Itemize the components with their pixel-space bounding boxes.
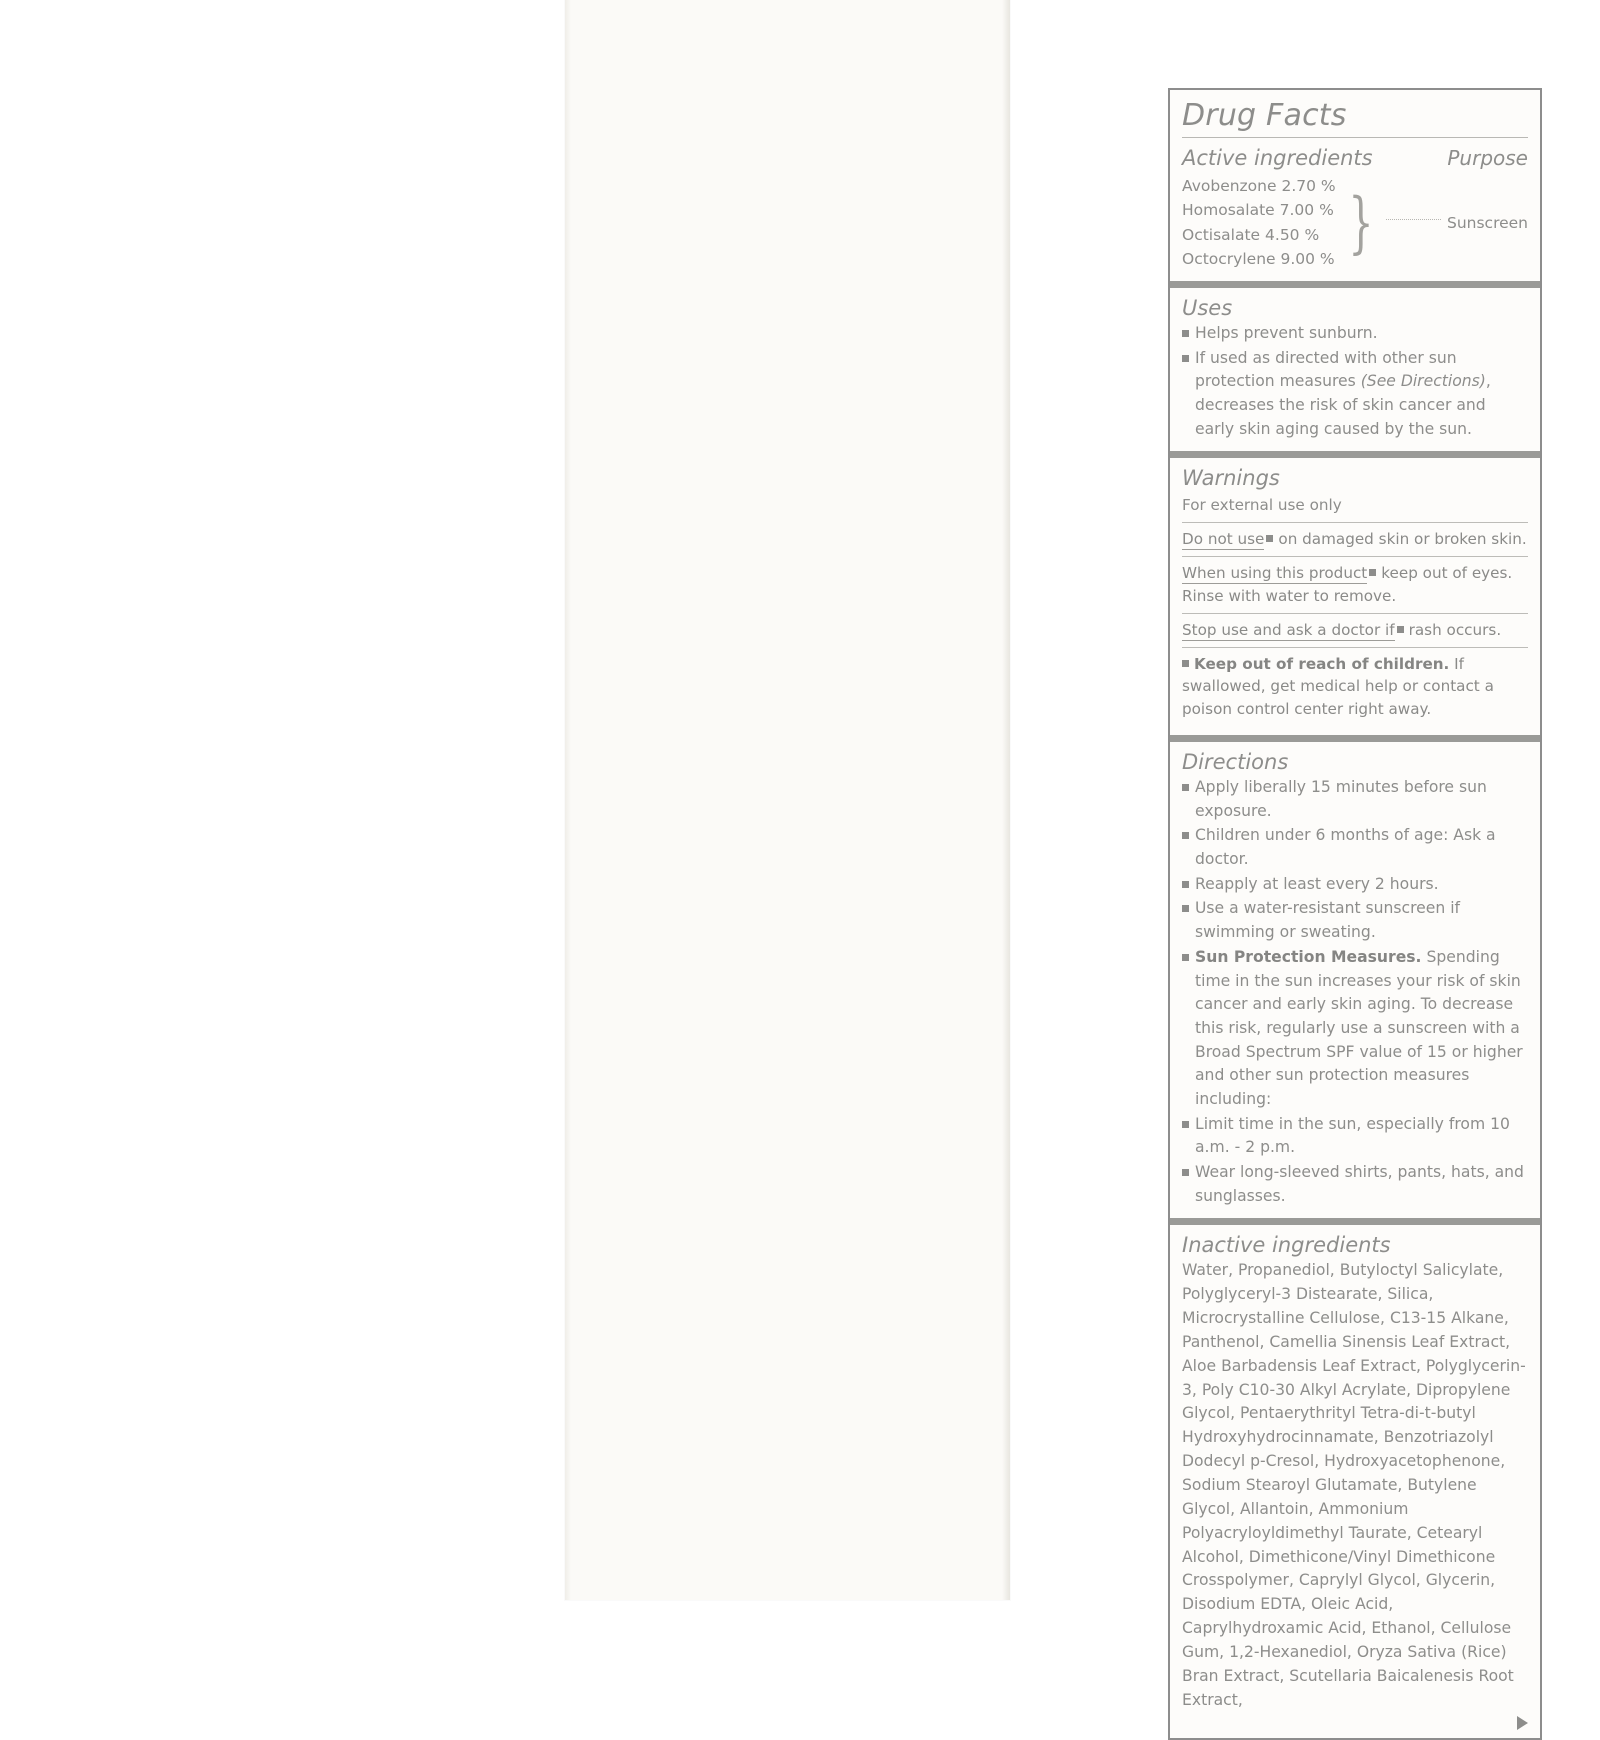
directions-item	[1182, 824, 1528, 871]
warning-keep-out-of-reach	[1182, 647, 1528, 726]
square-bullet-icon	[1397, 626, 1404, 633]
warning-external-use: For external use only	[1182, 496, 1342, 515]
spm-body: Spending time in the sun increases your risk of skin cancer and early skin aging. To decrease this risk, regularly use a sunscreen with a Broad Spectrum SPF value of 15 or higher and other sun protection measures including:	[1195, 947, 1523, 1108]
uses-band	[1170, 281, 1540, 288]
active-ingredients-body	[1182, 174, 1528, 272]
drug-facts-title: Drug Facts	[1182, 98, 1347, 133]
active-ingredients-heading: Active ingredients	[1182, 146, 1373, 170]
directions-heading: Directions	[1182, 750, 1289, 775]
square-bullet-icon	[1182, 1169, 1189, 1176]
brace-glyph: }	[1348, 183, 1374, 261]
directions-sub-item	[1182, 1113, 1528, 1160]
active-ingredient-item: Octisalate 4.50 %	[1182, 225, 1320, 244]
active-ingredients-header-row	[1182, 144, 1528, 172]
directions-item	[1182, 897, 1528, 944]
square-bullet-icon	[1369, 569, 1376, 576]
uses-item	[1182, 347, 1528, 442]
uses-heading: Uses	[1182, 295, 1233, 320]
directions-band	[1170, 735, 1540, 742]
directions-sub-item	[1182, 1161, 1528, 1208]
warnings-section	[1170, 458, 1540, 735]
inactive-band	[1170, 1218, 1540, 1225]
directions-item	[1182, 873, 1528, 897]
product-carton	[565, 0, 1528, 1709]
warning-when-using-text: keep out of eyes. Rinse with water to remove.	[1182, 564, 1513, 606]
directions-item	[1182, 776, 1528, 823]
warning-do-not-use-label: Do not use	[1182, 530, 1265, 549]
warning-stop-use-text: rash occurs.	[1408, 620, 1502, 639]
warning-keep-out-label: Keep out of reach of children.	[1194, 654, 1450, 673]
directions-sun-protection-measures	[1182, 946, 1528, 1112]
warnings-band	[1170, 451, 1540, 458]
spm-text-wrap	[1195, 946, 1528, 1112]
directions-section	[1170, 742, 1540, 1218]
uses-item	[1182, 322, 1528, 346]
inactive-ingredients-text: Water, Propanediol, Butyloctyl Salicylate, Polyglyceryl-3 Distearate, Silica, Microcrystalline Cellulose, C13-15 Alkane, Panthenol, Camellia Sinensis Leaf Extract, Aloe Barbadensis Leaf Extract, Polyglycerin-3, Poly C10-30 Alkyl Acrylate, Dipropylene Glycol, Pentaerythrityl Tetra-di-t-butyl Hydroxyhydrocinnamate, Benzotriazolyl Dodecyl p-Cresol, Hydroxyacetophenone, Sodium Stearoyl Glutamate, Butylene Glycol, Allantoin, Ammonium Polyacryloyldimethyl Taurate, Cetearyl Alcohol, Dimethicone/Vinyl Dimethicone Crosspolymer, Caprylyl Glycol, Glycerin, Disodium EDTA, Oleic Acid, Caprylhydroxamic Acid, Ethanol, Cellulose Gum, 1,2-Hexanediol, Oryza Sativa (Rice) Bran Extract, Scutellaria Baicalenesis Root Extract,	[1182, 1261, 1526, 1709]
uses-section	[1170, 288, 1540, 451]
warning-stop-use-label: Stop use and ask a doctor if	[1182, 620, 1395, 639]
square-bullet-icon	[1182, 881, 1189, 888]
square-bullet-icon	[1182, 330, 1189, 337]
warning-stop-use	[1182, 613, 1528, 647]
purpose-value: Sunscreen	[1446, 213, 1528, 232]
uses-item-text: Helps prevent sunburn.	[1195, 323, 1378, 342]
warning-do-not-use	[1182, 522, 1528, 556]
active-ingredient-item: Avobenzone 2.70 %	[1182, 177, 1336, 195]
directions-sub-item-text: Wear long-sleeved shirts, pants, hats, and sunglasses.	[1195, 1163, 1524, 1205]
square-bullet-icon	[1182, 660, 1189, 667]
spm-label: Sun Protection Measures.	[1195, 947, 1422, 966]
warning-when-using-label: When using this product	[1182, 564, 1368, 583]
square-bullet-icon	[1182, 1121, 1189, 1128]
warning-when-using	[1182, 556, 1528, 613]
purpose-heading: Purpose	[1447, 146, 1528, 170]
directions-sub-item-text: Limit time in the sun, especially from 10 a.m. - 2 p.m.	[1195, 1114, 1510, 1157]
uses-item-text: If used as directed with other sun protection measures (See Directions), decreases the risk of skin cancer and early skin aging caused by the sun.	[1195, 348, 1491, 438]
square-bullet-icon	[1182, 905, 1189, 912]
warning-keep-out-text: If swallowed, get medical help or contact a poison control center right away.	[1182, 654, 1494, 719]
square-bullet-icon	[1182, 784, 1189, 791]
directions-item-text: Use a water-resistant sunscreen if swimming or sweating.	[1195, 899, 1461, 942]
inactive-ingredients-heading: Inactive ingredients	[1182, 1233, 1391, 1258]
uses-list	[1182, 322, 1528, 441]
inactive-ingredients-section	[1170, 1225, 1540, 1738]
active-ingredients-section	[1170, 138, 1540, 281]
square-bullet-icon	[1182, 355, 1189, 362]
directions-list	[1182, 776, 1528, 1208]
leader-dots	[1386, 219, 1441, 220]
square-bullet-icon	[1182, 832, 1189, 839]
square-bullet-icon	[1266, 535, 1273, 542]
directions-item-text: Apply liberally 15 minutes before sun exposure.	[1195, 778, 1487, 820]
directions-item-text: Reapply at least every 2 hours.	[1195, 874, 1439, 893]
see-directions-italic: (See Directions)	[1360, 372, 1486, 391]
active-ingredients-list	[1182, 174, 1336, 272]
active-ingredient-item: Homosalate 7.00 %	[1182, 201, 1334, 220]
warning-do-not-use-text: on damaged skin or broken skin.	[1278, 530, 1527, 549]
drug-facts-label	[1168, 88, 1542, 1740]
continuation-arrow-icon	[1517, 1716, 1528, 1730]
square-bullet-icon	[1182, 954, 1189, 961]
active-ingredient-item: Octocrylene 9.00 %	[1182, 250, 1335, 269]
directions-item-text: Children under 6 months of age: Ask a doctor.	[1195, 826, 1496, 869]
warnings-heading: Warnings	[1182, 466, 1280, 491]
